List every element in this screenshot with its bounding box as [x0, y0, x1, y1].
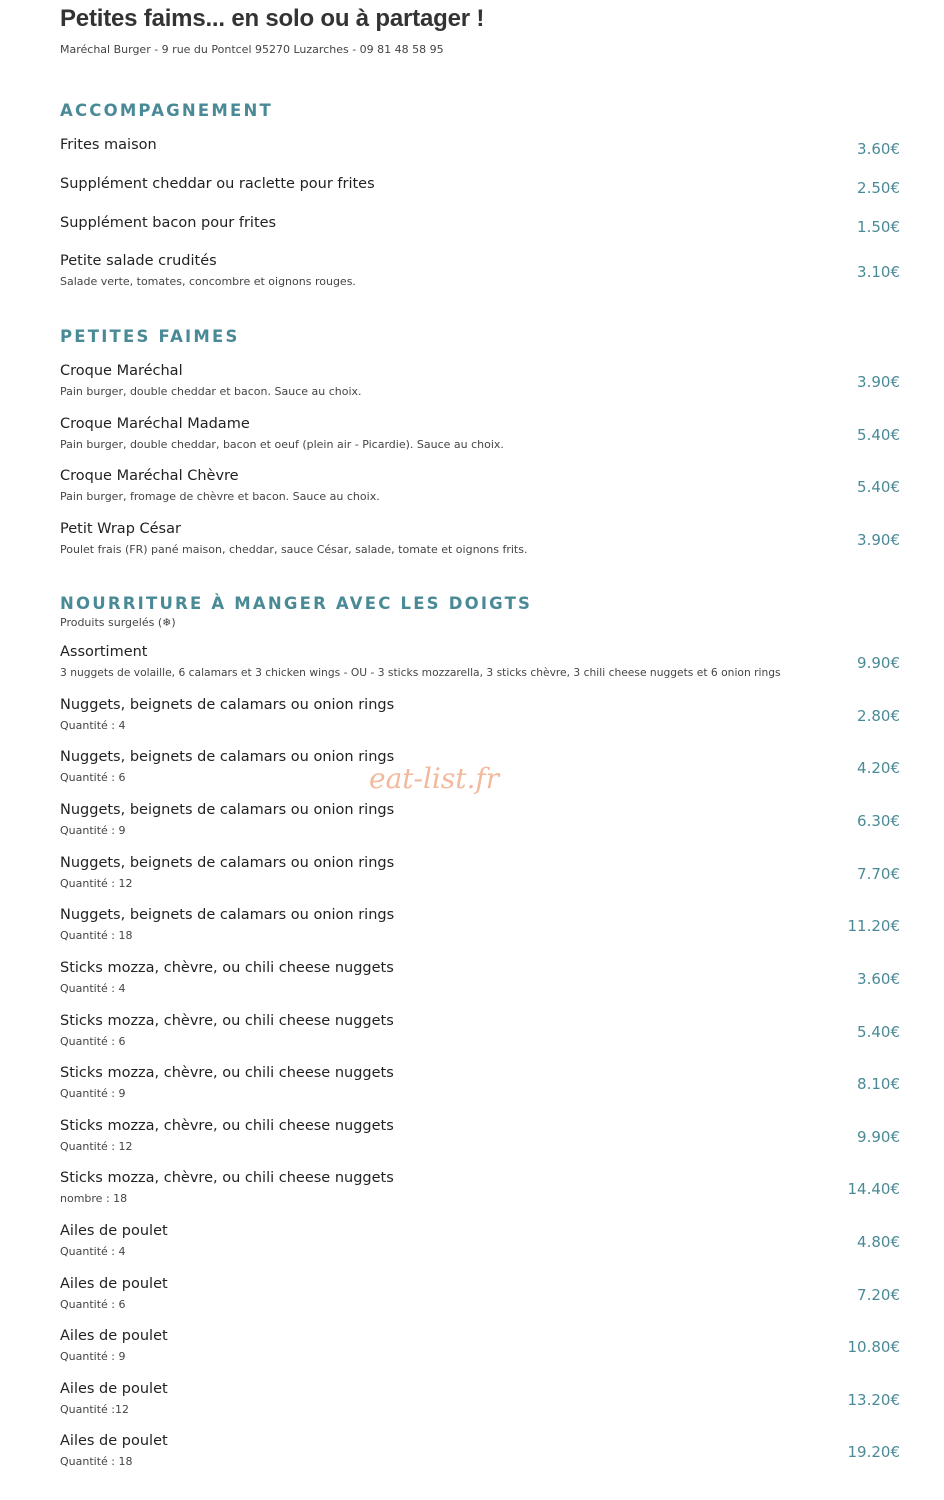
item-name: Nuggets, beignets de calamars ou onion rings: [60, 855, 395, 871]
menu-item: [60, 1065, 902, 1109]
item-price: 3.60€: [857, 140, 900, 158]
item-price: 9.90€: [857, 1128, 900, 1146]
menu-item: [60, 1381, 902, 1425]
item-name: Supplément cheddar ou raclette pour frites: [60, 176, 375, 192]
item-name: Nuggets, beignets de calamars ou onion rings: [60, 749, 395, 765]
section-heading-nourriture-doigts: NOURRITURE À MANGER AVEC LES DOIGTS: [60, 594, 533, 613]
item-description: Pain burger, double cheddar et bacon. Sauce au choix.: [60, 385, 362, 398]
item-description: Quantité : 4: [60, 1245, 126, 1258]
item-description: Quantité : 6: [60, 1035, 126, 1048]
section-heading-petites-faimes: PETITES FAIMES: [60, 327, 240, 346]
item-price: 13.20€: [847, 1391, 900, 1409]
item-name: Petite salade crudités: [60, 253, 217, 269]
item-price: 2.50€: [857, 179, 900, 197]
item-description: Quantité : 6: [60, 771, 126, 784]
item-description: Quantité :12: [60, 1403, 129, 1416]
item-name: Sticks mozza, chèvre, ou chili cheese nuggets: [60, 1065, 394, 1081]
item-description: Quantité : 9: [60, 824, 126, 837]
item-name: Ailes de poulet: [60, 1223, 168, 1239]
item-description: Quantité : 12: [60, 877, 133, 890]
item-price: 8.10€: [857, 1075, 900, 1093]
item-description: 3 nuggets de volaille, 6 calamars et 3 chicken wings - OU - 3 sticks mozzarella, 3 sticks chèvre, 3 chili cheese nuggets et 6 onion rings: [60, 666, 781, 679]
item-description: Quantité : 9: [60, 1087, 126, 1100]
restaurant-address: Maréchal Burger - 9 rue du Pontcel 95270 Luzarches - 09 81 48 58 95: [60, 43, 444, 56]
menu-item: [60, 468, 902, 512]
item-description: Quantité : 18: [60, 929, 133, 942]
item-price: 19.20€: [847, 1443, 900, 1461]
item-name: Ailes de poulet: [60, 1276, 168, 1292]
item-name: Ailes de poulet: [60, 1381, 168, 1397]
item-price: 14.40€: [847, 1180, 900, 1198]
item-name: Frites maison: [60, 137, 157, 153]
menu-item: [60, 1276, 902, 1320]
item-price: 10.80€: [847, 1338, 900, 1356]
menu-item: [60, 697, 902, 741]
item-price: 7.70€: [857, 865, 900, 883]
item-name: Sticks mozza, chèvre, ou chili cheese nuggets: [60, 1013, 394, 1029]
menu-item: [60, 176, 902, 220]
menu-item: [60, 1433, 902, 1477]
menu-item: [60, 1223, 902, 1267]
item-name: Sticks mozza, chèvre, ou chili cheese nuggets: [60, 960, 394, 976]
menu-item: [60, 802, 902, 846]
item-name: Nuggets, beignets de calamars ou onion rings: [60, 802, 395, 818]
item-name: Sticks mozza, chèvre, ou chili cheese nuggets: [60, 1170, 394, 1186]
item-name: Supplément bacon pour frites: [60, 215, 277, 231]
page-title: Petites faims... en solo ou à partager !: [60, 5, 485, 32]
item-description: Quantité : 4: [60, 719, 126, 732]
item-price: 6.30€: [857, 812, 900, 830]
item-price: 5.40€: [857, 478, 900, 496]
menu-item: [60, 521, 902, 565]
menu-item: [60, 1013, 902, 1057]
item-price: 3.90€: [857, 373, 900, 391]
item-description: Quantité : 12: [60, 1140, 133, 1153]
item-price: 2.80€: [857, 707, 900, 725]
item-price: 11.20€: [847, 917, 900, 935]
item-name: Nuggets, beignets de calamars ou onion rings: [60, 907, 395, 923]
item-price: 5.40€: [857, 1023, 900, 1041]
menu-item: [60, 960, 902, 1004]
watermark: eat-list.fr: [369, 762, 500, 795]
menu-item: [60, 855, 902, 899]
item-description: Quantité : 18: [60, 1455, 133, 1468]
item-name: Sticks mozza, chèvre, ou chili cheese nuggets: [60, 1118, 394, 1134]
item-description: Pain burger, fromage de chèvre et bacon. Sauce au choix.: [60, 490, 380, 503]
item-description: nombre : 18: [60, 1192, 128, 1205]
item-price: 3.90€: [857, 531, 900, 549]
item-price: 3.60€: [857, 970, 900, 988]
item-description: Salade verte, tomates, concombre et oignons rouges.: [60, 275, 356, 288]
menu-item: [60, 137, 902, 181]
menu-item: [60, 416, 902, 460]
section-note-frozen: Produits surgelés (❄): [60, 616, 176, 629]
item-description: Poulet frais (FR) pané maison, cheddar, sauce César, salade, tomate et oignons frits.: [60, 543, 528, 556]
item-price: 9.90€: [857, 654, 900, 672]
menu-item: [60, 253, 902, 297]
item-name: Assortiment: [60, 644, 148, 660]
item-price: 5.40€: [857, 426, 900, 444]
menu-item: [60, 1328, 902, 1372]
item-description: Quantité : 4: [60, 982, 126, 995]
menu-item: [60, 1170, 902, 1214]
item-name: Ailes de poulet: [60, 1328, 168, 1344]
item-name: Croque Maréchal: [60, 363, 183, 379]
item-price: 4.20€: [857, 759, 900, 777]
menu-item: [60, 907, 902, 951]
item-name: Nuggets, beignets de calamars ou onion rings: [60, 697, 395, 713]
item-description: Quantité : 9: [60, 1350, 126, 1363]
item-name: Ailes de poulet: [60, 1433, 168, 1449]
item-name: Croque Maréchal Chèvre: [60, 468, 239, 484]
menu-item: [60, 644, 902, 688]
item-price: 4.80€: [857, 1233, 900, 1251]
menu-item: [60, 1118, 902, 1162]
item-price: 1.50€: [857, 218, 900, 236]
item-price: 7.20€: [857, 1286, 900, 1304]
item-name: Croque Maréchal Madame: [60, 416, 250, 432]
item-description: Quantité : 6: [60, 1298, 126, 1311]
item-description: Pain burger, double cheddar, bacon et oeuf (plein air - Picardie). Sauce au choix.: [60, 438, 504, 451]
item-name: Petit Wrap César: [60, 521, 181, 537]
menu-item: [60, 363, 902, 407]
section-heading-accompagnement: ACCOMPAGNEMENT: [60, 101, 273, 120]
item-price: 3.10€: [857, 263, 900, 281]
